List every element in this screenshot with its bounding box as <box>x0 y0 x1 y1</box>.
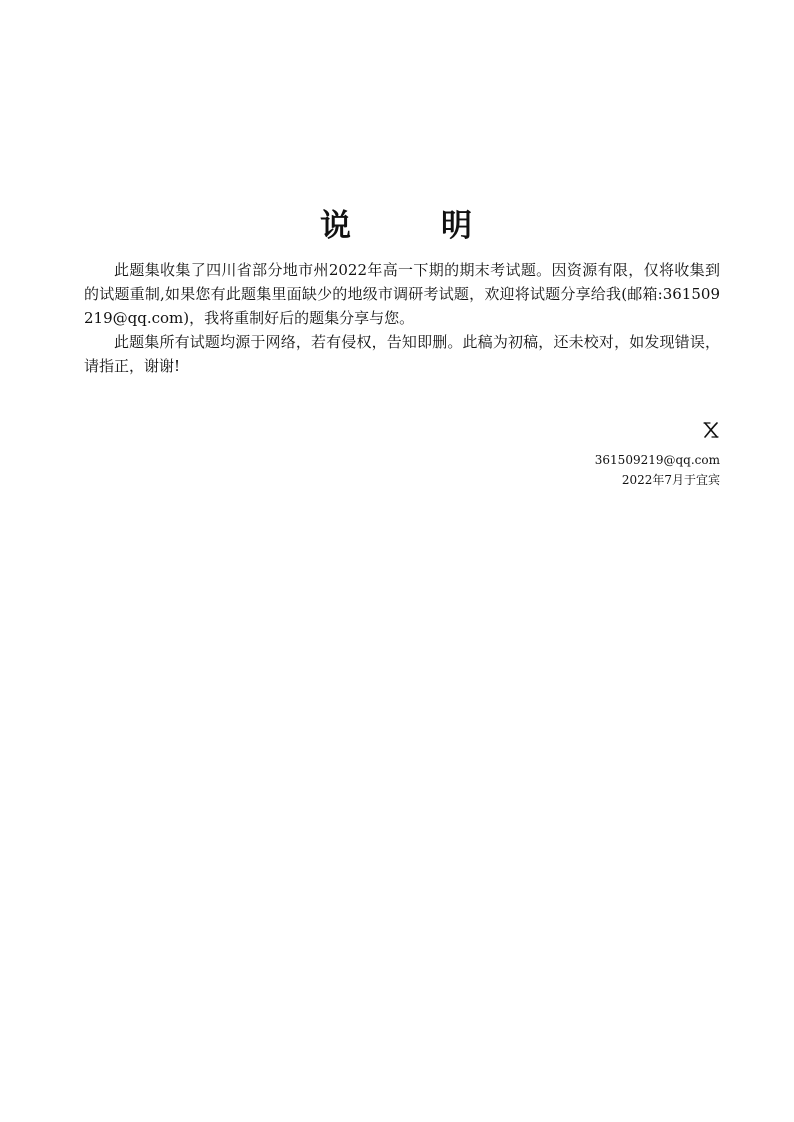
signature-email: 361509219@qq.com <box>594 453 720 467</box>
signature-mark-icon <box>702 420 720 440</box>
document-body <box>84 258 720 378</box>
paragraph-disclaimer: 此题集所有试题均源于网络，若有侵权，告知即删。此稿为初稿，还未校对，如发现错误，请指正，谢谢! <box>84 333 720 375</box>
title-char-1: 说 <box>320 208 353 244</box>
title-char-2: 明 <box>441 208 474 244</box>
handwritten-signature <box>595 420 720 442</box>
signature-block <box>595 420 720 490</box>
document-title <box>0 204 794 248</box>
signature-date: 2022年7月于宜宾 <box>621 473 720 487</box>
paragraph-intro: 此题集收集了四川省部分地市州2022年高一下期的期末考试题。因资源有限，仅将收集到的试题重制,如果您有此题集里面缺少的地级市调研考试题，欢迎将试题分享给我(邮箱:361509219@qq.com)，我将重制好后的题集分享与您。 <box>84 261 720 327</box>
